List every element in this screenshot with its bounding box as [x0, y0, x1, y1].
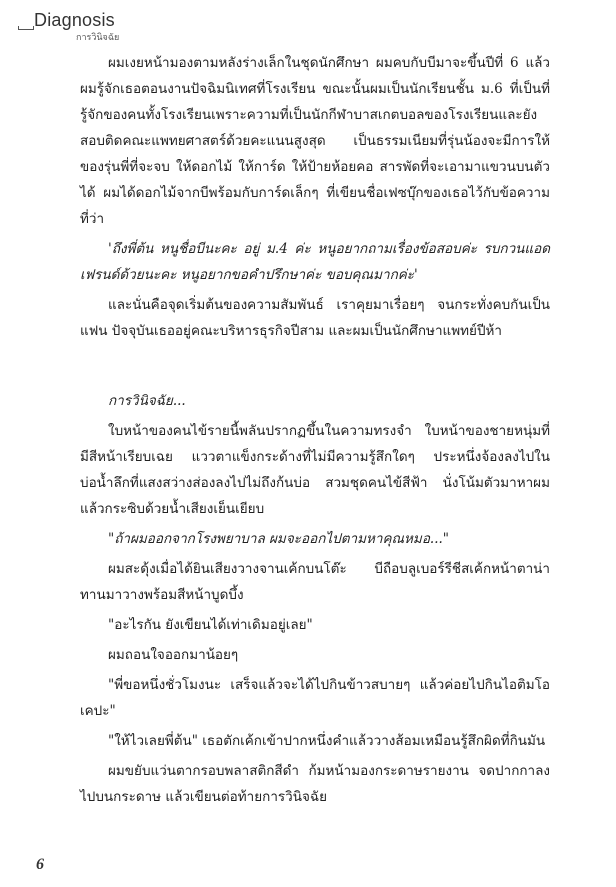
paragraph-diagnosis-heading: การวินิจฉัย...: [108, 393, 186, 409]
header-bracket-mark: [18, 26, 34, 30]
running-header: [18, 6, 198, 40]
paragraph-cake: ผมสะดุ้งเมื่อได้ยินเสียงวางจานเค้กบนโต๊ะ บีถือบลูเบอร์รีชีสเค้กหน้าตาน่าทานมาวางพร้อมสีหน้าบูดบึ้ง: [80, 561, 550, 603]
header-title: Diagnosis: [34, 10, 115, 30]
paragraph-card-message: 'ถึงพี่ต้น หนูชื่อบีนะคะ อยู่ ม.4 ค่ะ หนูอยากถามเรื่องข้อสอบค่ะ รบกวนแอดเฟรนด์ด้วยนะคะ หนูอยากขอคำปรึกษาค่ะ ขอบคุณมากค่ะ': [80, 241, 550, 283]
paragraph-dialogue-3: "ให้ไวเลยพี่ต้น" เธอตักเค้กเข้าปากหนึ่งคำแล้ววางส้อมเหมือนรู้สึกผิดที่กินมัน: [108, 733, 546, 749]
paragraph-intro: ผมเงยหน้ามองตามหลังร่างเล็กในชุดนักศึกษา ผมคบกับบีมาจะขึ้นปีที่ 6 แล้ว ผมรู้จักเธอตอนงานปัจฉิมนิเทศที่โรงเรียน ขณะนั้นผมเป็นนักเรียนชั้น ม.6 ที่เป็นที่รู้จักของคนทั้งโรงเรียนเพราะความที่เป็นนักกีฬาบาสเกตบอลของโรงเรียนและยังสอบติดคณะแพทยศาสตร์ด้วยคะแนนสูงสุด เป็นธรรมเนียมที่รุ่นน้องจะมีการให้ของรุ่นพี่ที่จะจบ ให้ดอกไม้ ให้การ์ด ให้ป้ายห้อยคอ สารพัดที่จะเอามาแขวนบนตัวได้ ผมได้ดอกไม้จากบีพร้อมกับการ์ดเล็กๆ ที่เขียนชื่อเฟซบุ๊กของเธอไว้กับข้อความที่ว่า: [80, 55, 550, 227]
paragraph-closing: ผมขยับแว่นตากรอบพลาสติกสีดำ ก้มหน้ามองกระดาษรายงาน จดปากกาลงไปบนกระดาษ แล้วเขียนต่อท้ายการวินิจฉัย: [80, 763, 550, 805]
page-number: 6: [36, 856, 44, 873]
paragraph-dialogue-2: "พี่ขอหนึ่งชั่วโมงนะ เสร็จแล้วจะได้ไปกินข้าวสบายๆ แล้วค่อยไปกินไอติมโอเคปะ": [80, 677, 550, 719]
section-break: [80, 344, 550, 388]
page-body: [80, 50, 550, 810]
paragraph-relationship: และนั่นคือจุดเริ่มต้นของความสัมพันธ์ เราคุยมาเรื่อยๆ จนกระทั่งคบกันเป็นแฟน ปัจจุบันเธออยู่คณะบริหารธุรกิจปีสาม และผมเป็นนักศึกษาแพทย์ปีห้า: [80, 297, 550, 339]
paragraph-patient-quote: "ถ้าผมออกจากโรงพยาบาล ผมจะออกไปตามหาคุณหมอ...": [108, 531, 450, 547]
paragraph-dialogue-1: "อะไรกัน ยังเขียนได้เท่าเดิมอยู่เลย": [108, 617, 313, 633]
header-subtitle: การวินิจฉัย: [76, 32, 120, 42]
paragraph-patient-memory: ใบหน้าของคนไข้รายนี้พลันปรากฏขึ้นในความทรงจำ ใบหน้าของชายหนุ่มที่มีสีหน้าเรียบเฉย แววตาแข็งกระด้างที่ไม่มีความรู้สึกใดๆ ประหนึ่งจ้องลงไปในบ่อน้ำลึกที่แสงสว่างส่องลงไปไม่ถึงก้นบ่อ สวมชุดคนไข้สีฟ้า นั่งโน้มตัวมาหาผมแล้วกระซิบด้วยน้ำเสียงเย็นเยียบ: [80, 423, 550, 517]
paragraph-sigh: ผมถอนใจออกมาน้อยๆ: [108, 647, 239, 663]
